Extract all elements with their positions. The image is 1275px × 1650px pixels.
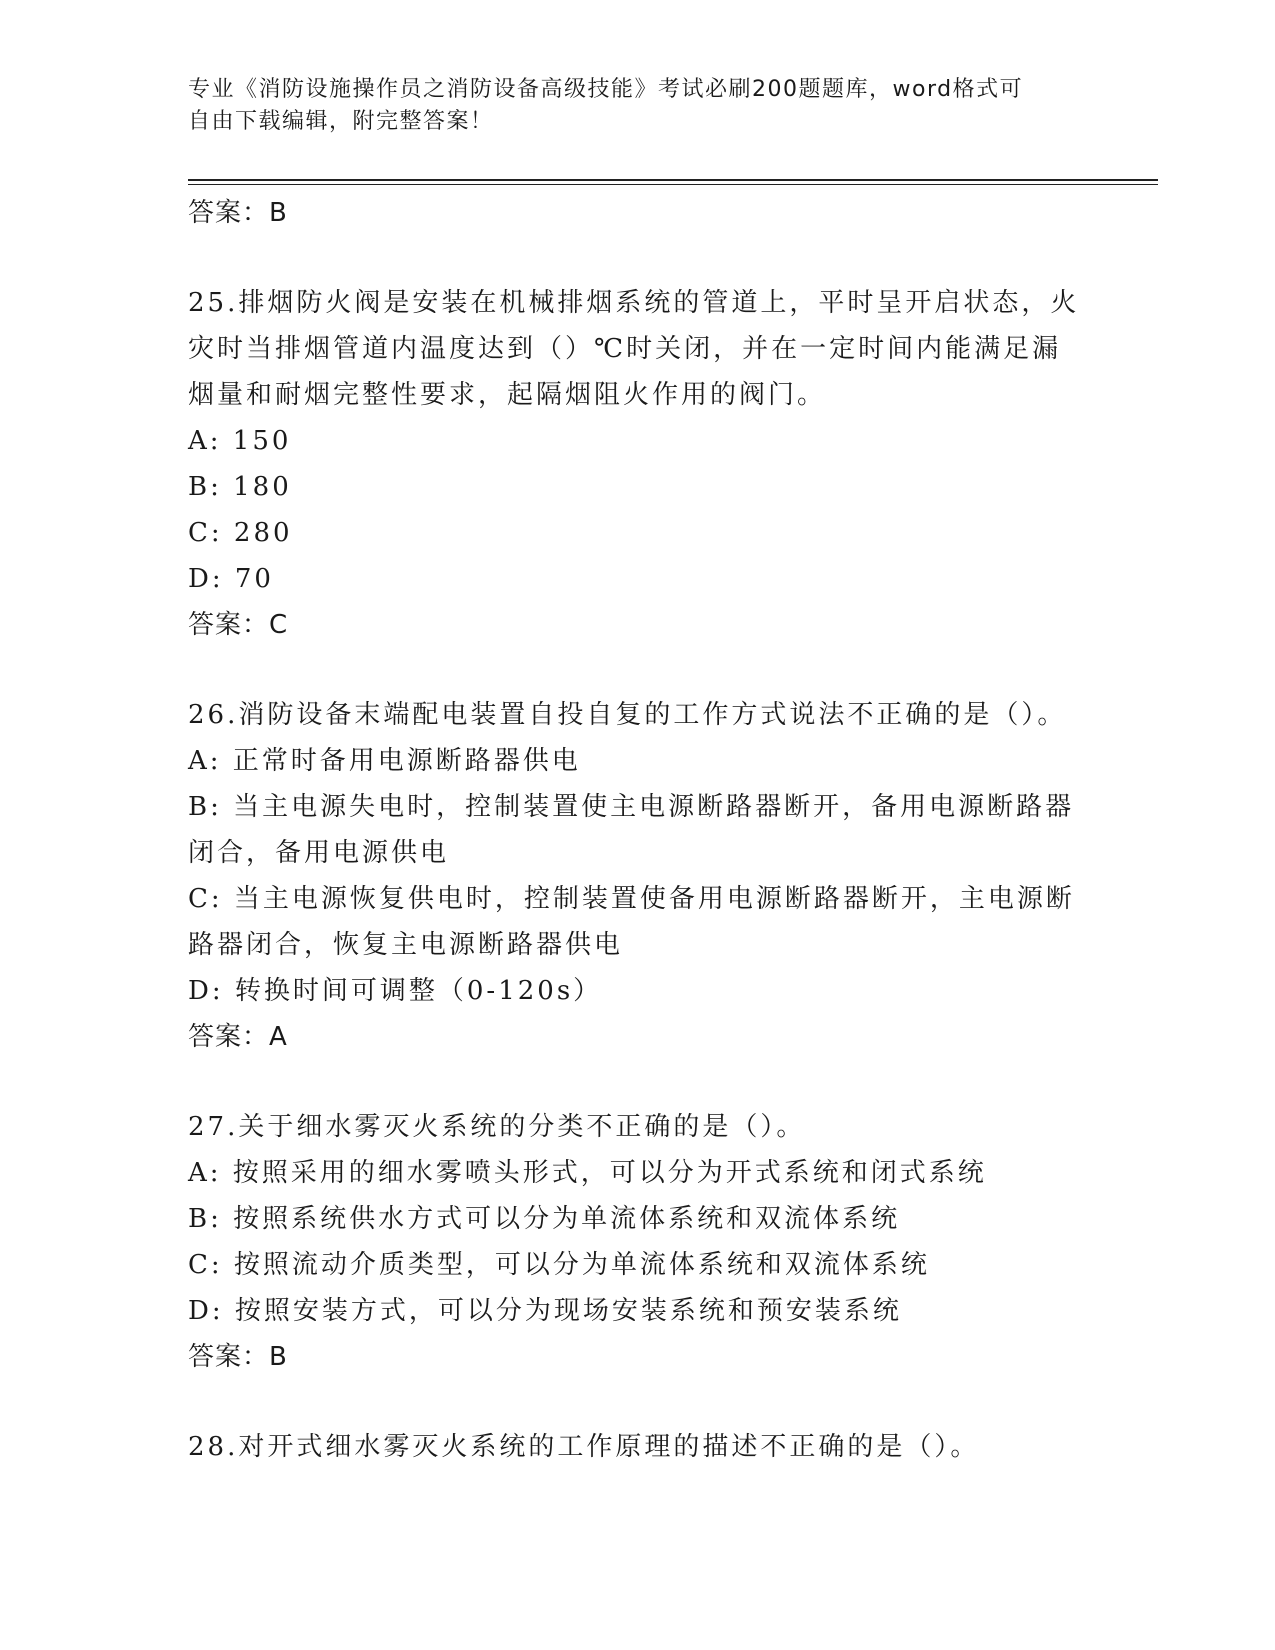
header-line-2: 自由下载编辑，附完整答案！	[188, 109, 494, 134]
option-c: C: 280	[188, 518, 293, 548]
question-text: 26.消防设备末端配电装置自投自复的工作方式说法不正确的是（）。	[188, 700, 1067, 730]
option-c: C: 当主电源恢复供电时，控制装置使备用电源断路器断开，主电源断路器闭合，恢复主电源断路器供电	[188, 884, 1075, 960]
document-body	[188, 190, 1088, 1470]
option-a: A: 150	[188, 426, 292, 456]
question-text: 28.对开式细水雾灭火系统的工作原理的描述不正确的是（）。	[188, 1432, 980, 1462]
answer-line: 答案：B	[188, 198, 288, 228]
option-c: C: 按照流动介质类型，可以分为单流体系统和双流体系统	[188, 1250, 930, 1280]
option-a: A: 按照采用的细水雾喷头形式，可以分为开式系统和闭式系统	[188, 1158, 987, 1188]
question-text: 25.排烟防火阀是安装在机械排烟系统的管道上，平时呈开启状态，火灾时当排烟管道内温度达到（）℃时关闭，并在一定时间内能满足漏烟量和耐烟完整性要求，起隔烟阻火作用的阀门。	[188, 288, 1080, 410]
option-b: B: 按照系统供水方式可以分为单流体系统和双流体系统	[188, 1204, 901, 1234]
question-28	[188, 1424, 1088, 1470]
option-d: D: 按照安装方式，可以分为现场安装系统和预安装系统	[188, 1296, 902, 1326]
answer-line: 答案：A	[188, 1022, 288, 1052]
document-header	[188, 74, 1088, 138]
question-text: 27.关于细水雾灭火系统的分类不正确的是（）。	[188, 1112, 806, 1142]
answer-line: 答案：B	[188, 1342, 288, 1372]
question-25	[188, 280, 1088, 648]
question-27	[188, 1104, 1088, 1380]
header-rule-thick	[188, 179, 1158, 181]
option-d: D: 70	[188, 564, 274, 594]
option-d: D: 转换时间可调整（0-120s）	[188, 976, 603, 1006]
header-line-1: 专业《消防设施操作员之消防设备高级技能》考试必刷200题题库，word格式可	[188, 77, 1024, 102]
option-a: A: 正常时备用电源断路器供电	[188, 746, 581, 776]
answer-line: 答案：C	[188, 610, 289, 640]
option-b: B: 当主电源失电时，控制装置使主电源断路器断开，备用电源断路器闭合，备用电源供电	[188, 792, 1075, 868]
option-b: B: 180	[188, 472, 292, 502]
header-rule-thin	[188, 184, 1158, 185]
question-26	[188, 692, 1088, 1060]
